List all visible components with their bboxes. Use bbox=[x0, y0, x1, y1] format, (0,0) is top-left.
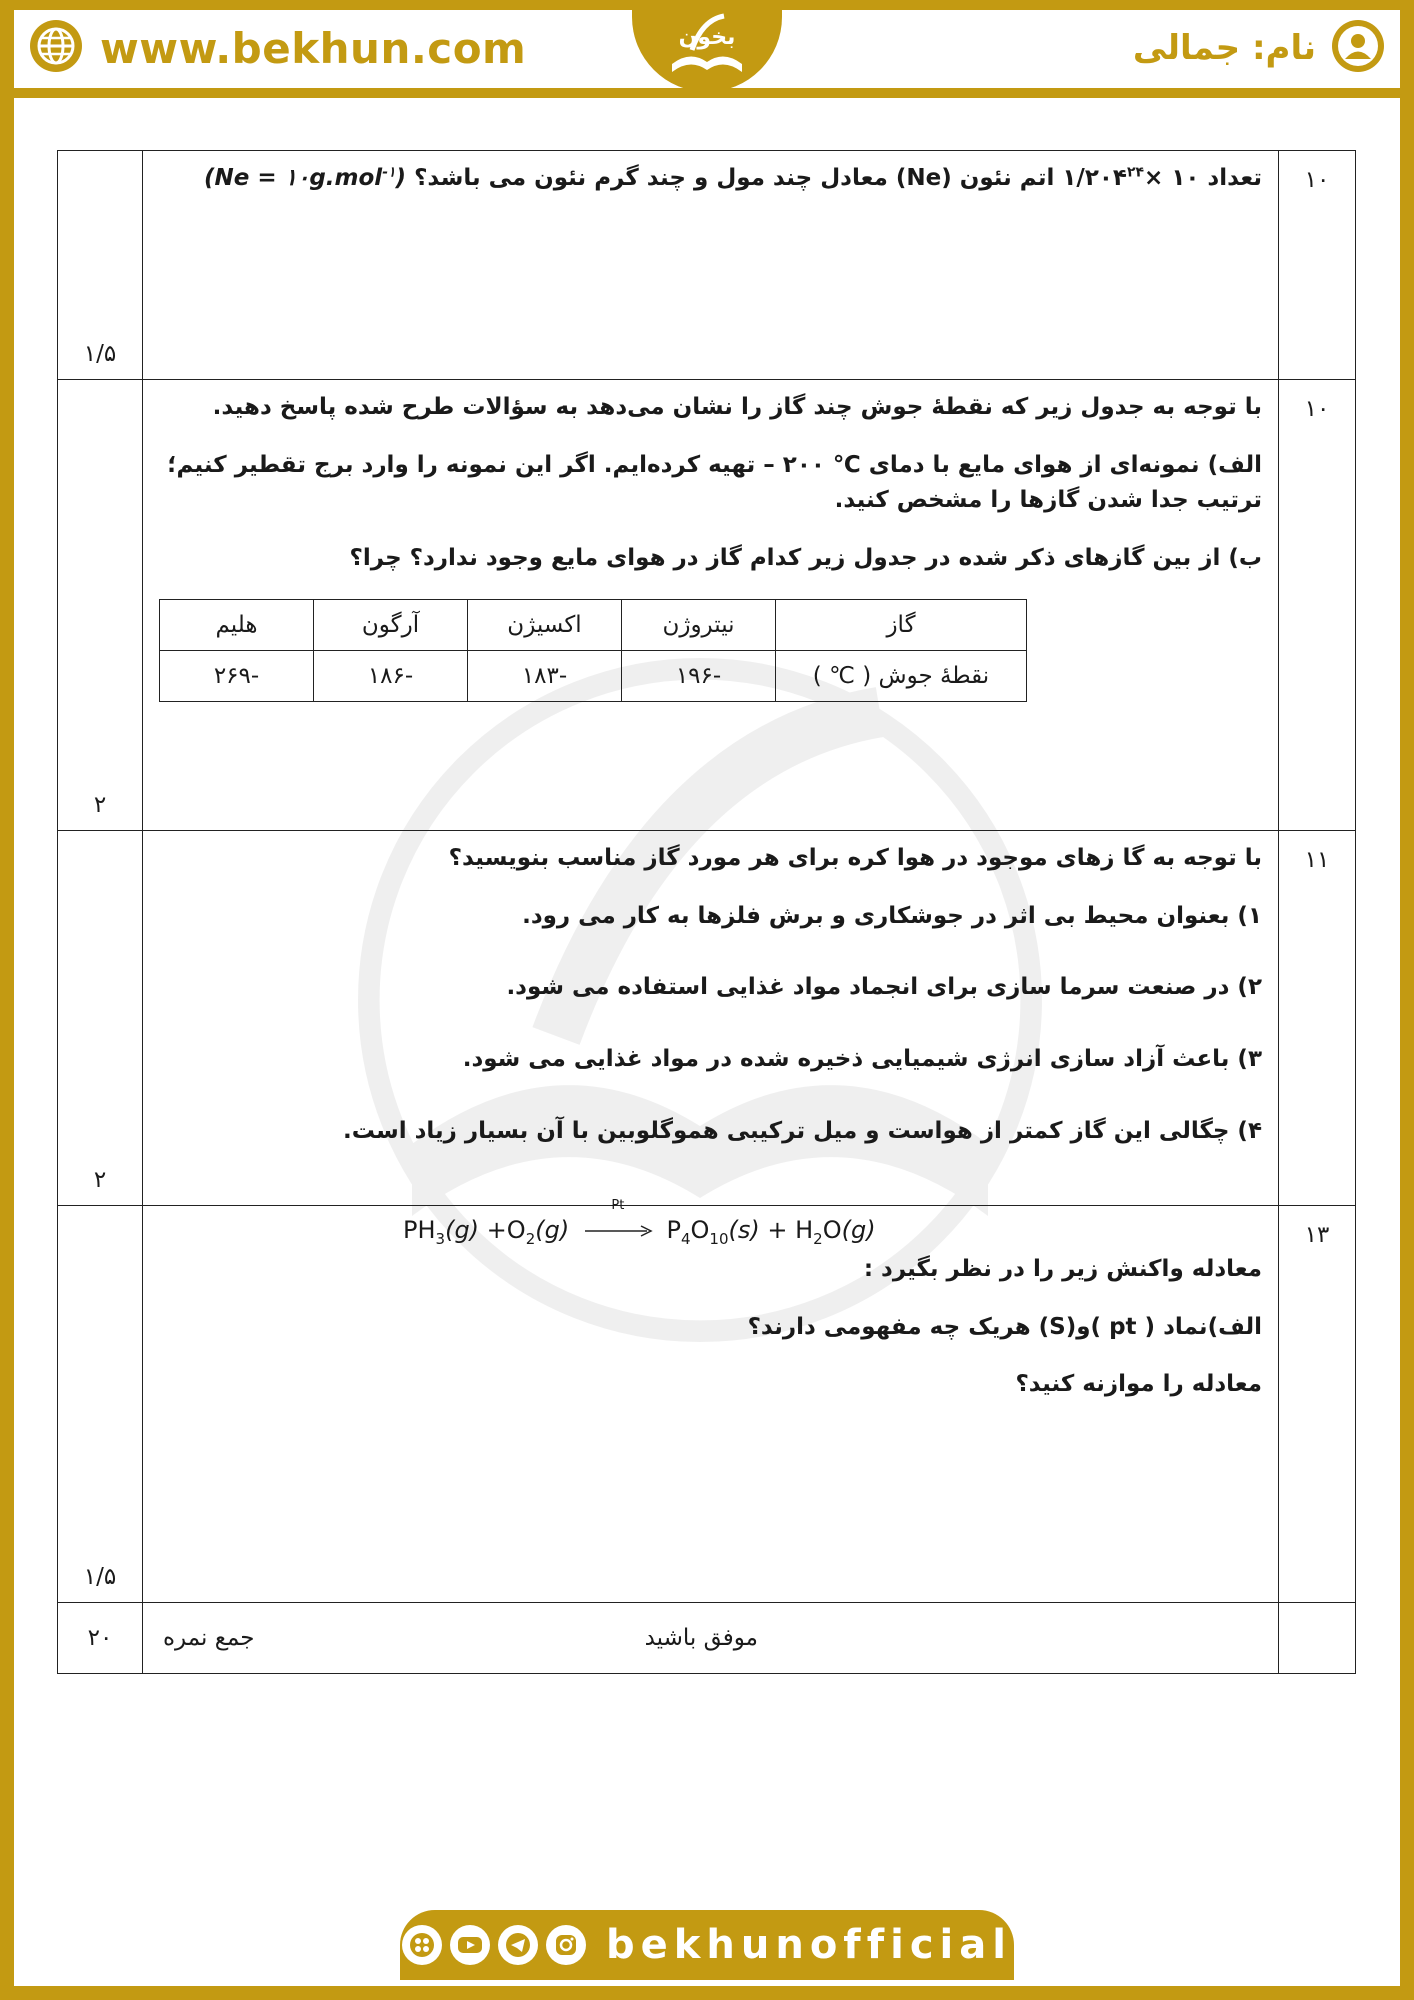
question-text: تعداد ۱۰ ×۱/۲۰۴ bbox=[1062, 165, 1262, 191]
eq-h: + H bbox=[759, 1216, 814, 1244]
gas-cell: اکسیژن bbox=[468, 599, 622, 650]
footer-social-bar[interactable] bbox=[400, 1910, 1014, 1980]
eq-sub: 2 bbox=[813, 1229, 823, 1248]
question-content bbox=[143, 831, 1279, 1206]
question-item: ۲) در صنعت سرما سازی برای انجماد مواد غذایی استفاده می شود. bbox=[506, 974, 1262, 1001]
formula-exponent: -۱ bbox=[382, 164, 396, 181]
student-name: نام: جمالی bbox=[1132, 28, 1316, 68]
telegram-icon[interactable] bbox=[498, 1925, 538, 1965]
question-row bbox=[58, 1206, 1356, 1603]
total-content bbox=[143, 1603, 1279, 1674]
question-row bbox=[58, 831, 1356, 1206]
eq-state: (g) bbox=[841, 1216, 876, 1244]
boiling-cell: -۱۸۳ bbox=[468, 650, 622, 701]
question-score: ۲ bbox=[58, 380, 143, 831]
formula bbox=[204, 165, 406, 191]
website-url[interactable]: www.bekhun.com bbox=[100, 23, 527, 73]
boiling-header: نقطهٔ جوش ( ℃ ) bbox=[776, 650, 1027, 701]
question-row bbox=[58, 380, 1356, 831]
eq-sub: 10 bbox=[709, 1229, 729, 1248]
boiling-cell: -۱۸۶ bbox=[314, 650, 468, 701]
question-intro: معادله واکنش زیر را در نظر بگیرد : bbox=[863, 1256, 1262, 1282]
website-block[interactable] bbox=[28, 18, 526, 78]
social-handle[interactable]: bekhunofficial bbox=[606, 1922, 1012, 1968]
question-number: ۱۱ bbox=[1279, 831, 1356, 1206]
question-item: ۱) بعنوان محیط بی اثر در جوشکاری و برش فلزها به کار می رود. bbox=[522, 902, 1262, 929]
eq-state: (s) bbox=[728, 1216, 760, 1244]
question-number: ۱۰ bbox=[1279, 380, 1356, 831]
good-luck-message: موفق باشید bbox=[644, 1625, 758, 1651]
question-content bbox=[143, 380, 1279, 831]
eq-ph: PH bbox=[403, 1216, 436, 1244]
question-content bbox=[143, 1198, 1279, 1603]
formula-close: ) bbox=[395, 165, 407, 191]
catalyst-label: Pt bbox=[611, 1198, 625, 1213]
question-number: ۱۳ bbox=[1279, 1206, 1356, 1603]
boiling-row bbox=[160, 650, 1027, 701]
boiling-point-table bbox=[159, 599, 1027, 702]
eq-state: (g) bbox=[445, 1216, 480, 1244]
boiling-cell: -۱۹۶ bbox=[622, 650, 776, 701]
formula-text: (Ne = ۱۰g.mol bbox=[203, 165, 383, 191]
question-intro: با توجه به جدول زیر که نقطهٔ جوش چند گاز را نشان می‌دهد به سؤالات طرح شده پاسخ دهید. bbox=[212, 394, 1262, 420]
eq-p: P bbox=[666, 1216, 681, 1244]
question-part-b: معادله را موازنه کنید؟ bbox=[1015, 1371, 1262, 1398]
gas-row bbox=[160, 599, 1027, 650]
total-number-cell bbox=[1279, 1603, 1356, 1674]
question-score: ۱/۵ bbox=[58, 151, 143, 380]
eq-o: O bbox=[822, 1216, 842, 1244]
user-icon bbox=[1330, 18, 1386, 78]
eq-state: (g) bbox=[535, 1216, 570, 1244]
gas-cell: نیتروژن bbox=[622, 599, 776, 650]
globe-icon bbox=[28, 18, 84, 78]
book-logo-icon bbox=[662, 6, 752, 86]
question-intro: با توجه به گا زهای موجود در هوا کره برای هر مورد گاز مناسب بنویسید؟ bbox=[448, 845, 1262, 871]
gas-cell: آرگون bbox=[314, 599, 468, 650]
question-part-a: الف)نماد ( pt )و(S) هریک چه مفهومی دارند؟ bbox=[747, 1313, 1262, 1340]
question-score: ۱/۵ bbox=[58, 1206, 143, 1603]
aparat-icon[interactable] bbox=[402, 1925, 442, 1965]
instagram-icon[interactable] bbox=[546, 1925, 586, 1965]
question-part-b: ب) از بین گازهای ذکر شده در جدول زیر کدام گاز در هوای مایع وجود ندارد؟ چرا؟ bbox=[349, 544, 1262, 571]
gas-cell: هلیم bbox=[160, 599, 314, 650]
exponent: ۲۴ bbox=[1126, 164, 1145, 181]
eq-sub: 4 bbox=[680, 1229, 691, 1248]
eq-sub: 3 bbox=[435, 1229, 446, 1248]
total-row bbox=[58, 1603, 1356, 1674]
question-number: ۱۰ bbox=[1279, 151, 1356, 380]
exam-table bbox=[57, 150, 1356, 1674]
question-text-tail: اتم نئون (Ne) معادل چند مول و چند گرم نئون می باشد؟ bbox=[414, 165, 1063, 191]
boiling-cell: -۲۶۹ bbox=[160, 650, 314, 701]
chemical-equation bbox=[403, 1198, 876, 1248]
student-name-block bbox=[1133, 18, 1386, 78]
eq-o: O bbox=[690, 1216, 710, 1244]
eq-o2: +O bbox=[479, 1216, 526, 1244]
reaction-arrow bbox=[583, 1198, 653, 1244]
eq-sub: 2 bbox=[525, 1229, 536, 1248]
question-item: ۳) باعث آزاد سازی انرژی شیمیایی ذخیره شده در مواد غذایی می شود. bbox=[462, 1045, 1262, 1072]
question-item: ۴) چگالی این گاز کمتر از هواست و میل ترکیبی هموگلوبین با آن بسیار زیاد است. bbox=[343, 1117, 1262, 1144]
youtube-icon[interactable] bbox=[450, 1925, 490, 1965]
logo-text: بخون bbox=[678, 25, 736, 50]
gas-header: گاز bbox=[776, 599, 1027, 650]
question-row bbox=[58, 151, 1356, 380]
total-score: ۲۰ bbox=[58, 1603, 143, 1674]
total-label: جمع نمره bbox=[163, 1625, 255, 1651]
question-score: ۲ bbox=[58, 831, 143, 1206]
arrow-icon bbox=[583, 1224, 653, 1238]
question-part-a: الف) نمونه‌ای از هوای مایع با دمای ℃ ۲۰۰ – تهیه کرده‌ایم. اگر این نمونه را وارد برج تقطیر کنیم؛ ترتیب جدا شدن گازها را مشخص کنید. bbox=[167, 451, 1262, 514]
question-content bbox=[143, 151, 1279, 380]
